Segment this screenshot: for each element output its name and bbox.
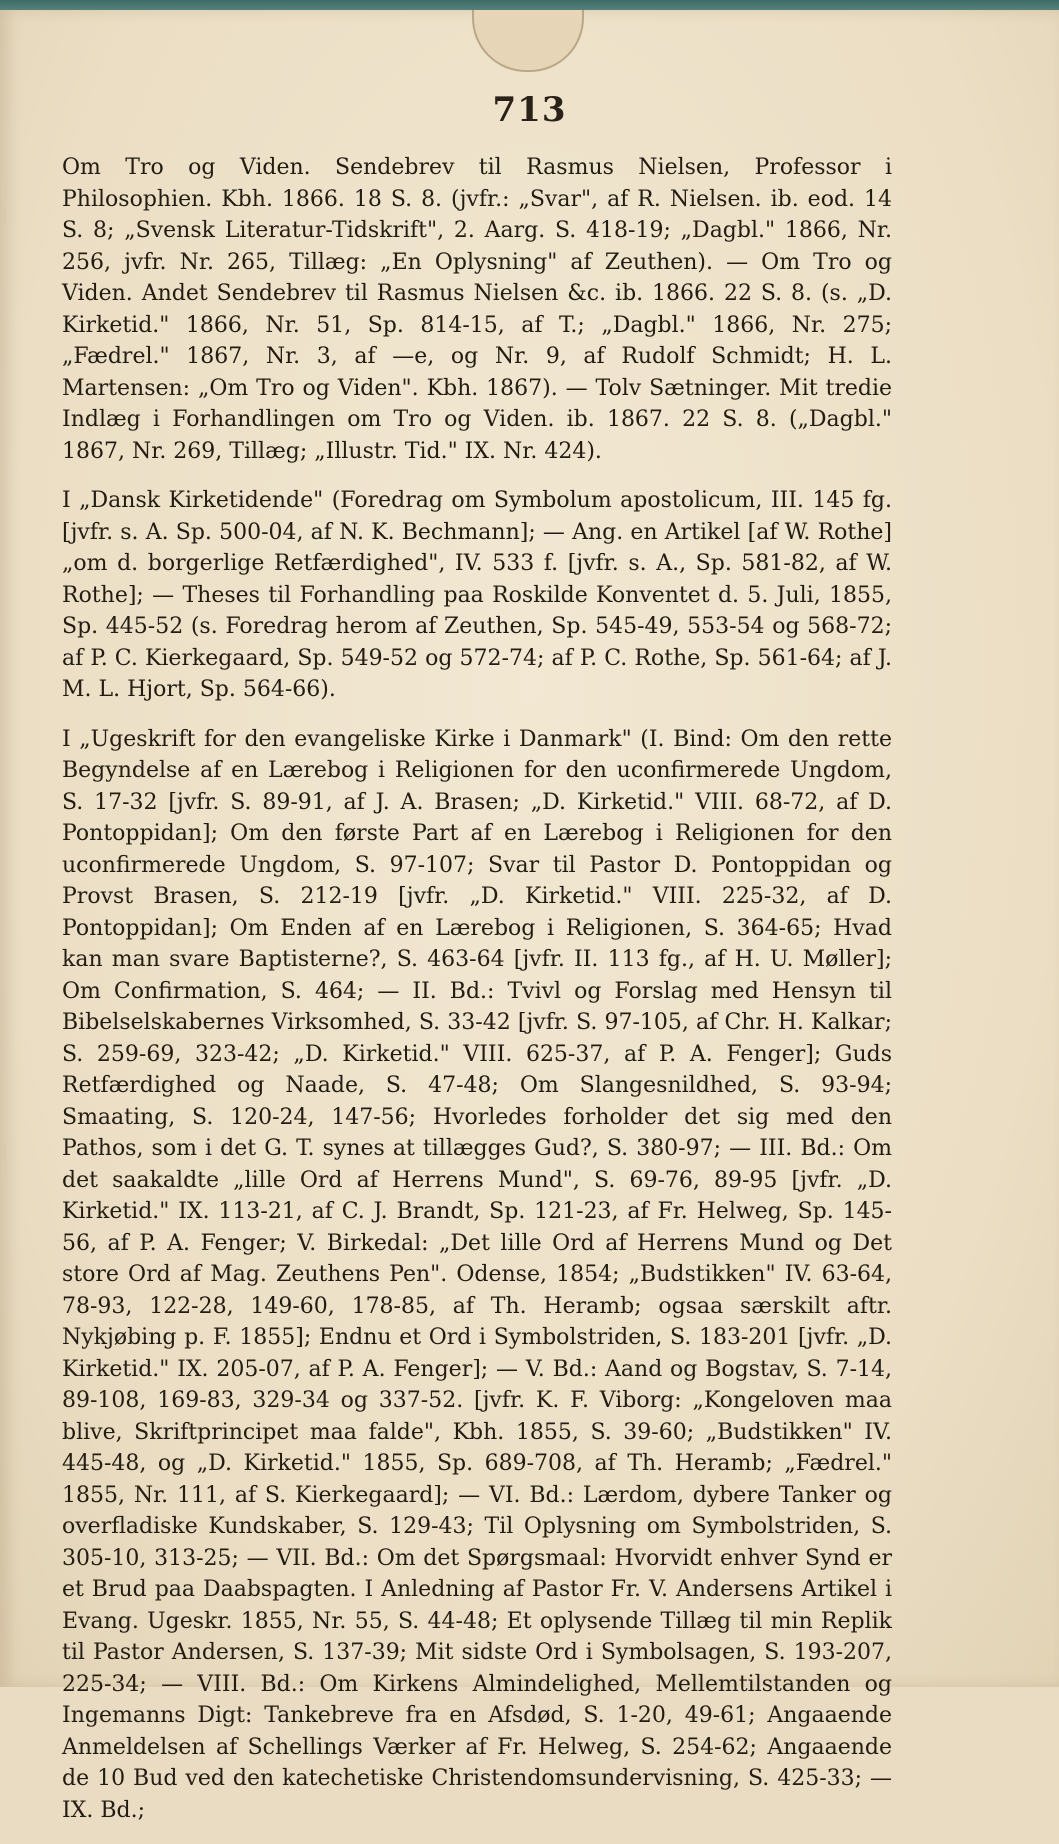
page-body [62,152,892,1844]
book-page [0,10,1059,1823]
paragraph-tro-og-viden: Om Tro og Viden. Sendebrev til Rasmus Nielsen, Professor i Philosophien. Kbh. 1866. 18 S. 8. (jvfr.: „Svar", af R. Nielsen. ib. eod. 14 S. 8; „Svensk Literatur-Tidskrift", 2. Aarg. S. 418-19; „Dagbl." 1866, Nr. 256, jvfr. Nr. 265, Tillæg: „En Oplysning" af Zeuthen). — Om Tro og Viden. Andet Sendebrev til Rasmus Nielsen &c. ib. 1866. 22 S. 8. (s. „D. Kirketid." 1866, Nr. 51, Sp. 814-15, af T.; „Dagbl." 1866, Nr. 275; „Fædrel." 1867, Nr. 3, af —e, og Nr. 9, af Rudolf Schmidt; H. L. Martensen: „Om Tro og Viden". Kbh. 1867). — Tolv Sætninger. Mit tredie Indlæg i Forhandlingen om Tro og Viden. ib. 1867. 22 S. 8. („Dagbl." 1867, Nr. 269, Tillæg; „Illustr. Tid." IX. Nr. 424). [62,155,892,464]
page-tab-notch [472,10,584,72]
paragraph-ugeskrift: I „Ugeskrift for den evangeliske Kirke i Danmark" (I. Bind: Om den rette Begyndelse af en Lærebog i Religionen for den uconfirmerede Ungdom, S. 17-32 [jvfr. S. 89-91, af J. A. Brasen; „D. Kirketid." VIII. 68-72, af D. Pontoppidan]; Om den første Part af en Lærebog i Religionen for den uconfirmerede Ungdom, S. 97-107; Svar til Pastor D. Pontoppidan og Provst Brasen, S. 212-19 [jvfr. „D. Kirketid." VIII. 225-32, af D. Pontoppidan]; Om Enden af en Lærebog i Religionen, S. 364-65; Hvad kan man svare Baptisterne?, S. 463-64 [jvfr. II. 113 fg., af H. U. Møller]; Om Confirmation, S. 464; — II. Bd.: Tvivl og Forslag med Hensyn til Bibelselskabernes Virksomhed, S. 33-42 [jvfr. S. 97-105, af Chr. H. Kalkar; S. 259-69, 323-42; „D. Kirketid." VIII. 625-37, af P. A. Fenger]; Guds Retfærdighed og Naade, S. 47-48; Om Slangesnildhed, S. 93-94; Smaating, S. 120-24, 147-56; Hvorledes forholder det sig med den Pathos, som i det G. T. synes at tillægges Gud?, S. 380-97; — III. Bd.: Om det saakaldte „lille Ord af Herrens Mund", S. 69-76, 89-95 [jvfr. „D. Kirketid." IX. 113-21, af C. J. Brandt, Sp. 121-23, af Fr. Helweg, Sp. 145-56, af P. A. Fenger; V. Birkedal: „Det lille Ord af Herrens Mund og Det store Ord af Mag. Zeuthens Pen". Odense, 1854; „Budstikken" IV. 63-64, 78-93, 122-28, 149-60, 178-85, af Th. Heramb; ogsaa særskilt aftr. Nykjøbing p. F. 1855]; Endnu et Ord i Symbolstriden, S. 183-201 [jvfr. „D. Kirketid." IX. 205-07, af P. A. Fenger]; — V. Bd.: Aand og Bogstav, S. 7-14, 89-108, 169-83, 329-34 og 337-52. [jvfr. K. F. Viborg: „Kongeloven maa blive, Skriftprincipet maa falde", Kbh. 1855, S. 39-60; „Budstikken" IV. 445-48, og „D. Kirketid." 1855, Sp. 689-708, af Th. Heramb; „Fædrel." 1855, Nr. 111, af S. Kierkegaard]; — VI. Bd.: Lærdom, dybere Tanker og overfladiske Kundskaber, S. 129-43; Til Oplysning om Symbolstriden, S. 305-10, 313-25; — VII. Bd.: Om det Spørgsmaal: Hvorvidt enhver Synd er et Brud paa Daabspagten. I Anledning af Pastor Fr. V. Andersens Artikel i Evang. Ugeskr. 1855, Nr. 55, S. 44-48; Et oplysende Tillæg til min Replik til Pastor Andersen, S. 137-39; Mit sidste Ord i Symbolsagen, S. 193-207, 225-34; — VIII. Bd.: Om Kirkens Almindelighed, Mellemtilstanden og Ingemanns Digt: Tankebreve fra en Afsdød, S. 1-20, 49-61; Angaaende Anmeldelsen af Schellings Værker af Fr. Helweg, S. 254-62; Angaaende de 10 Bud ved den katechetiske Christendomsundervisning, S. 425-33; — IX. Bd.; [62,726,892,1823]
paragraph-dansk-kirketidende: I „Dansk Kirketidende" (Foredrag om Symbolum apostolicum, III. 145 fg. [jvfr. s. A. Sp. 500-04, af N. K. Bechmann]; — Ang. en Artikel [af W. Rothe] „om d. borgerlige Retfærdighed", IV. 533 f. [jvfr. s. A., Sp. 581-82, af W. Rothe]; — Theses til Forhandling paa Roskilde Konventet d. 5. Juli, 1855, Sp. 445-52 (s. Foredrag herom af Zeuthen, Sp. 545-49, 553-54 og 568-72; af P. C. Kierkegaard, Sp. 549-52 og 572-74; af P. C. Rothe, Sp. 561-64; af J. M. L. Hjort, Sp. 564-66). [62,488,892,702]
page-number: 713 [492,90,567,130]
